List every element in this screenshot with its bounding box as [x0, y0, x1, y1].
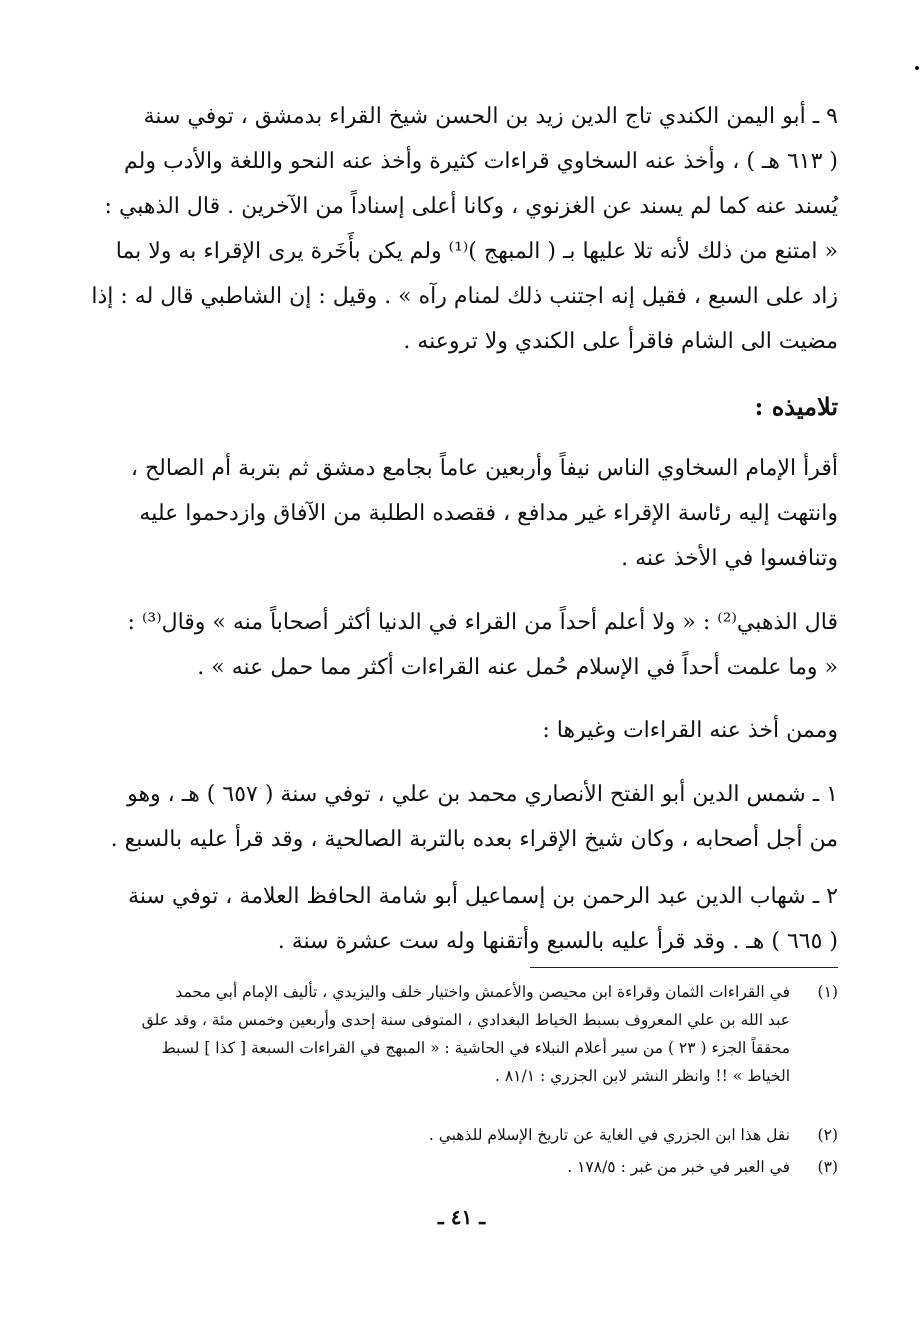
text-line: ٩ ـ أبو اليمن الكندي تاج الدين زيد بن الحسن شيخ القراء بدمشق ، توفي سنة: [143, 104, 838, 129]
paragraph-students: [80, 446, 838, 581]
footnote-text: [80, 1153, 790, 1181]
text-line: عبد الله بن علي المعروف بسبط الخياط البغدادي ، المتوفى سنة إحدى وأربعين وخمس مئة ، وقد علق: [141, 1011, 790, 1029]
footnote-1: [80, 978, 838, 1090]
text-line: وممن أخذ عنه القراءات وغيرها :: [542, 718, 838, 743]
text-line: في القراءات الثمان وقراءة ابن محيصن والأعمش واختيار خلف واليزيدي ، تأليف الإمام أبي محمد: [175, 983, 790, 1001]
list-item-2: [80, 874, 838, 964]
paragraph-abu-alyumn: [80, 94, 838, 364]
text-line: « وما علمت أحداً في الإسلام حُمل عنه القراءات أكثر مما حمل عنه » .: [197, 655, 838, 680]
text-line: من أجل أصحابه ، وكان شيخ الإقراء بعده بالتربة الصالحية ، وقد قرأ عليه بالسبع .: [110, 827, 838, 852]
text-line: ( ٦١٣ هـ ) ، وأخذ عنه السخاوي قراءات كثيرة وأخذ عنه النحو واللغة والأدب ولم: [123, 149, 838, 174]
text-line: الخياط » !! وانظر النشر لابن الجزري : ٨١/١ .: [494, 1067, 790, 1085]
text-line: زاد على السبع ، فقيل إنه اجتنب ذلك لمنام رآه » . وقيل : إن الشاطبي قال له : إذا: [91, 284, 838, 309]
footnote-separator: [530, 967, 838, 968]
footnote-text: [80, 1121, 790, 1149]
text-line: نقل هذا ابن الجزري في الغاية عن تاريخ الإسلام للذهبي .: [428, 1126, 790, 1144]
text-line: أقرأ الإمام السخاوي الناس نيفاً وأربعين عاماً بجامع دمشق ثم بتربة أم الصالح ،: [130, 456, 838, 481]
page-number: ـ ٤١ ـ: [437, 1205, 486, 1229]
footnote-2: [80, 1121, 838, 1149]
footnote-number: (٣): [817, 1158, 838, 1176]
text-line: وتنافسوا في الأخذ عنه .: [621, 546, 838, 571]
text-line: وانتهت إليه رئاسة الإقراء غير مدافع ، فقصده الطلبة من الآفاق وازدحموا عليه: [139, 501, 838, 526]
text-line: في العبر في خبر من غبر : ١٧٨/٥ .: [567, 1158, 790, 1176]
text-line: مضيت الى الشام فاقرأ على الكندي ولا تروعنه .: [403, 329, 838, 354]
text-line: يُسند عنه كما لم يسند عن الغزنوي ، وكانا أعلى إسناداً من الآخرين . قال الذهبي :: [104, 194, 838, 219]
paragraph-intro-list: [80, 708, 838, 753]
section-heading: تلاميذه :: [754, 392, 838, 421]
text-line: ١ ـ شمس الدين أبو الفتح الأنصاري محمد بن علي ، توفي سنة ( ٦٥٧ ) هـ ، وهو: [127, 782, 838, 807]
text-line: « امتنع من ذلك لأنه تلا عليها بـ ( المبهج )⁽¹⁾ ولم يكن بأَخَرة يرى الإقراء به ولا بما: [115, 239, 838, 264]
footnote-3: [80, 1153, 838, 1181]
text-line: محققاً الجزء ( ٢٣ ) من سير أعلام النبلاء في الحاشية : « المبهج في القراءات السبعة [ كذا ] لسبط: [161, 1039, 790, 1057]
text-line: ٢ ـ شهاب الدين عبد الرحمن بن إسماعيل أبو شامة الحافظ العلامة ، توفي سنة: [128, 884, 838, 909]
margin-mark: [915, 66, 919, 70]
list-item-1: [80, 772, 838, 862]
paragraph-dhahabi-quote: [80, 600, 838, 690]
footnote-number: (١): [817, 983, 838, 1001]
text-line: ( ٦٦٥ ) هـ . وقد قرأ عليه بالسبع وأتقنها وله ست عشرة سنة .: [277, 929, 838, 954]
text-line: قال الذهبي⁽²⁾ : « ولا أعلم أحداً من القراء في الدنيا أكثر أصحاباً منه » وقال⁽³⁾ :: [127, 610, 838, 635]
footnote-text: [80, 978, 790, 1090]
footnote-number: (٢): [817, 1126, 838, 1144]
